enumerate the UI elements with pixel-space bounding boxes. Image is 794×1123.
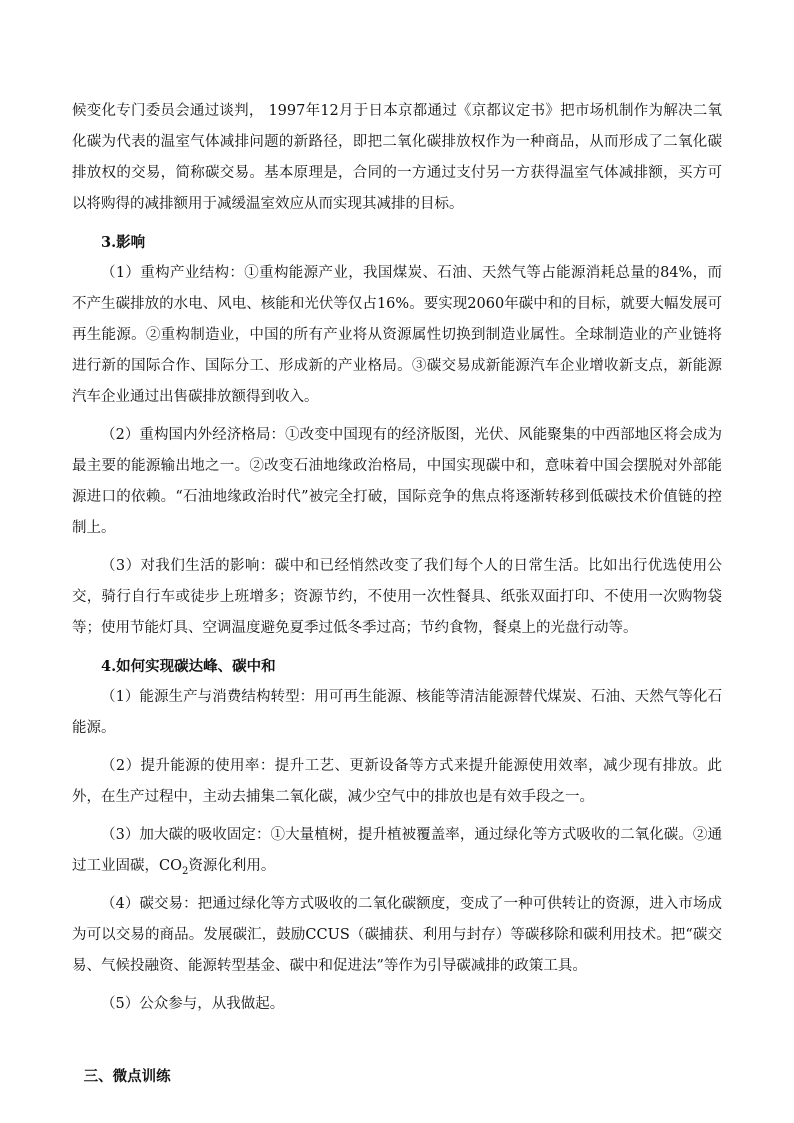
achieve-item-2: （2）提升能源的使用率：提升工艺、更新设备等方式来提升能源使用效率，减少现有排放。此外，在生产过程中，主动去捕集二氧化碳，减少空气中的排放也是有效手段之一。 — [72, 758, 722, 805]
intro-paragraph: 候变化专门委员会通过谈判， 1997年12月于日本京都通过《京都议定书》把市场机制作为解决二氧化碳为代表的温室气体减排问题的新路径，即把二氧化碳排放权作为一种商品，从而形成了二氧化碳排放权的交易，简称碳交易。基本原理是，合同的一方通过支付另一方获得温室气体减排额，买方可以将购得的减排额用于减缓温室效应从而实现其减排的目标。 — [72, 103, 722, 212]
spacer — [72, 982, 722, 989]
impact-item-3: （3）对我们生活的影响：碳中和已经悄然改变了我们每个人的日常生活。比如出行优选使用公交，骑行自行车或徒步上班增多；资源节约，不使用一次性餐具、纸张双面打印、不使用一次购物袋等；使用节能灯具、空调温度避免夏季过低冬季过高；节约食物，餐桌上的光盘行动等。 — [72, 558, 722, 636]
spacer — [72, 544, 722, 551]
impact-heading: 3.影响 — [101, 234, 146, 251]
spacer — [72, 813, 722, 820]
training-section-heading: 三、微点训练 — [83, 1068, 171, 1085]
spacer — [72, 744, 722, 751]
achieve-item-3-tail: 资源化利用。 — [188, 858, 276, 874]
impact-item-2: （2）重构国内外经济格局：①改变中国现有的经济版图，光伏、风能聚集的中西部地区将会成为最主要的能源输出地之一。②改变石油地缘政治格局，中国实现碳中和，意味着中国会摆脱对外部能源进口的依赖。“石油地缘政治时代”被完全打破，国际竞争的焦点将逐渐转移到低碳技术价值链的控制上。 — [72, 427, 722, 536]
achieve-heading: 4.如何实现碳达峰、碳中和 — [101, 658, 276, 675]
spacer — [72, 882, 722, 889]
spacer — [72, 413, 722, 420]
spacer — [72, 644, 722, 651]
achieve-item-5: （5）公众参与，从我做起。 — [101, 996, 285, 1012]
achieve-item-1: （1）能源生产与消费结构转型：用可再生能源、核能等清洁能源替代煤炭、石油、天然气等化石能源。 — [72, 689, 722, 736]
co2-subscript: 2 — [181, 865, 189, 877]
achieve-item-3 — [72, 820, 722, 882]
achieve-item-4: （4）碳交易：把通过绿化等方式吸收的二氧化碳额度，变成了一种可供转让的资源，进入市场成为可以交易的商品。发展碳汇，鼓励CCUS（碳捕获、利用与封存）等碳移除和碳利用技术。把“碳交易、气候投融资、能源转型基金、碳中和促进法”等作为引导碳减排的政策工具。 — [72, 896, 722, 974]
achieve-item-3-text: （3）加大碳的吸收固定：①大量植树，提升植被覆盖率，通过绿化等方式吸收的二氧化碳。②通过工业固碳，CO — [72, 827, 722, 874]
impact-item-1: （1）重构产业结构：①重构能源产业，我国煤炭、石油、天然气等占能源消耗总量的84%，而不产生碳排放的水电、风电、核能和光伏等仅占16%。要实现2060年碳中和的目标，就要大幅发展可再生能源。②重构制造业，中国的所有产业将从资源属性切换到制造业属性。全球制造业的产业链将进行新的国际合作、国际分工、形成新的产业格局。③碳交易成新能源汽车企业增收新支点，新能源汽车企业通过出售碳排放额得到收入。 — [72, 265, 722, 405]
spacer — [72, 220, 722, 227]
document-page — [72, 96, 722, 1092]
